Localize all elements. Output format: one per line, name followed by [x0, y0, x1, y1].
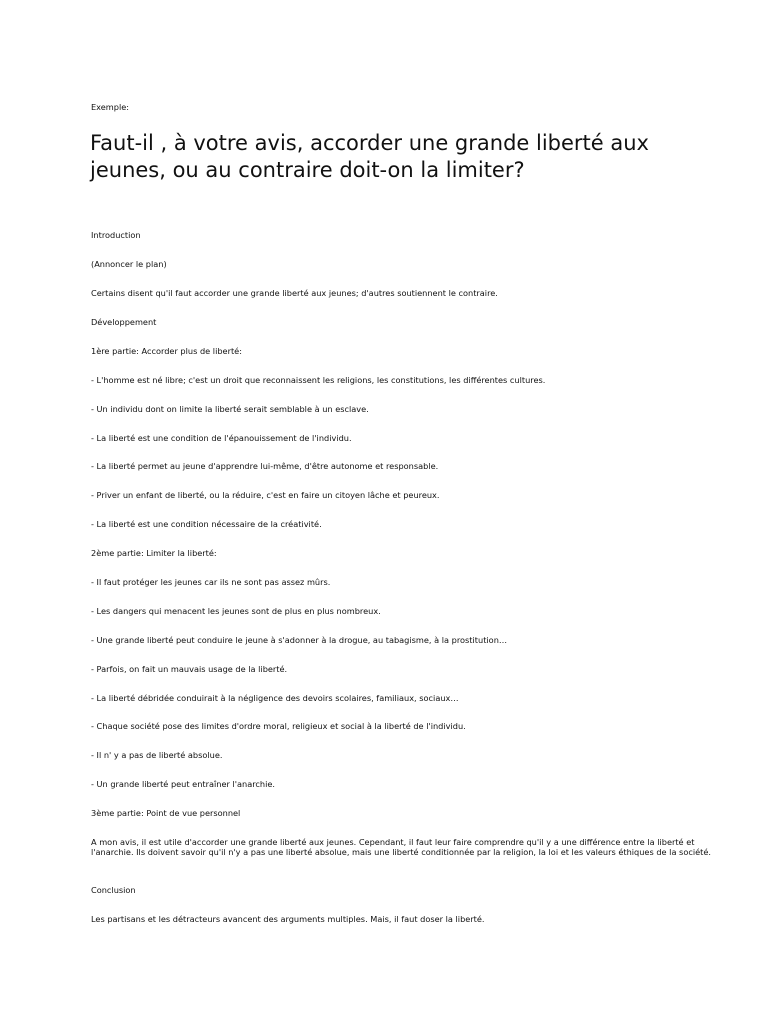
part1-heading: 1ère partie: Accorder plus de liberté:: [91, 346, 242, 356]
example-label: Exemple:: [91, 102, 130, 112]
list-item: - L'homme est né libre; c'est un droit que reconnaissent les religions, les constitutions, les différentes cultures.: [91, 375, 546, 385]
list-item: - Les dangers qui menacent les jeunes sont de plus en plus nombreux.: [91, 606, 381, 616]
development-heading: Développement: [91, 317, 157, 327]
list-item: - La liberté permet au jeune d'apprendre lui-même, d'être autonome et responsable.: [91, 461, 439, 471]
list-item: - Parfois, on fait un mauvais usage de la liberté.: [91, 664, 288, 674]
part3-paragraph: A mon avis, il est utile d'accorder une grande liberté aux jeunes. Cependant, il faut leur faire comprendre qu'il y a une différence entre la liberté et l'anarchie. Ils doivent savoir qu'il n'y a pas une liberté absolue, mais une liberté conditionnée par la religion, la loi et les valeurs éthiques de la société.: [91, 837, 711, 857]
list-item: - Priver un enfant de liberté, ou la réduire, c'est en faire un citoyen lâche et peureux.: [91, 490, 440, 500]
list-item: - Un individu dont on limite la liberté serait semblable à un esclave.: [91, 404, 369, 414]
list-item: - Un grande liberté peut entraîner l'anarchie.: [91, 779, 276, 789]
introduction-heading: Introduction: [91, 230, 141, 240]
list-item: - La liberté est une condition nécessaire de la créativité.: [91, 519, 322, 529]
conclusion-heading: Conclusion: [91, 885, 136, 895]
part3-heading: 3ème partie: Point de vue personnel: [91, 808, 241, 818]
list-item: - Chaque société pose des limites d'ordre moral, religieux et social à la liberté de l'individu.: [91, 721, 466, 731]
list-item: - La liberté est une condition de l'épanouissement de l'individu.: [91, 433, 352, 443]
list-item: - Une grande liberté peut conduire le jeune à s'adonner à la drogue, au tabagisme, à la prostitution…: [91, 635, 508, 645]
list-item: - Il faut protéger les jeunes car ils ne sont pas assez mûrs.: [91, 577, 331, 587]
conclusion-text: Les partisans et les détracteurs avancent des arguments multiples. Mais, il faut doser la liberté.: [91, 914, 485, 924]
document-title: Faut-il , à votre avis, accorder une grande liberté aux jeunes, ou au contraire doit-on la limiter?: [90, 131, 649, 182]
part2-heading: 2ème partie: Limiter la liberté:: [91, 548, 217, 558]
list-item: - La liberté débridée conduirait à la négligence des devoirs scolaires, familiaux, sociaux…: [91, 693, 459, 703]
plan-note: (Annoncer le plan): [91, 259, 167, 269]
list-item: - Il n' y a pas de liberté absolue.: [91, 750, 223, 760]
intro-text: Certains disent qu'il faut accorder une grande liberté aux jeunes; d'autres soutiennent le contraire.: [91, 288, 498, 298]
